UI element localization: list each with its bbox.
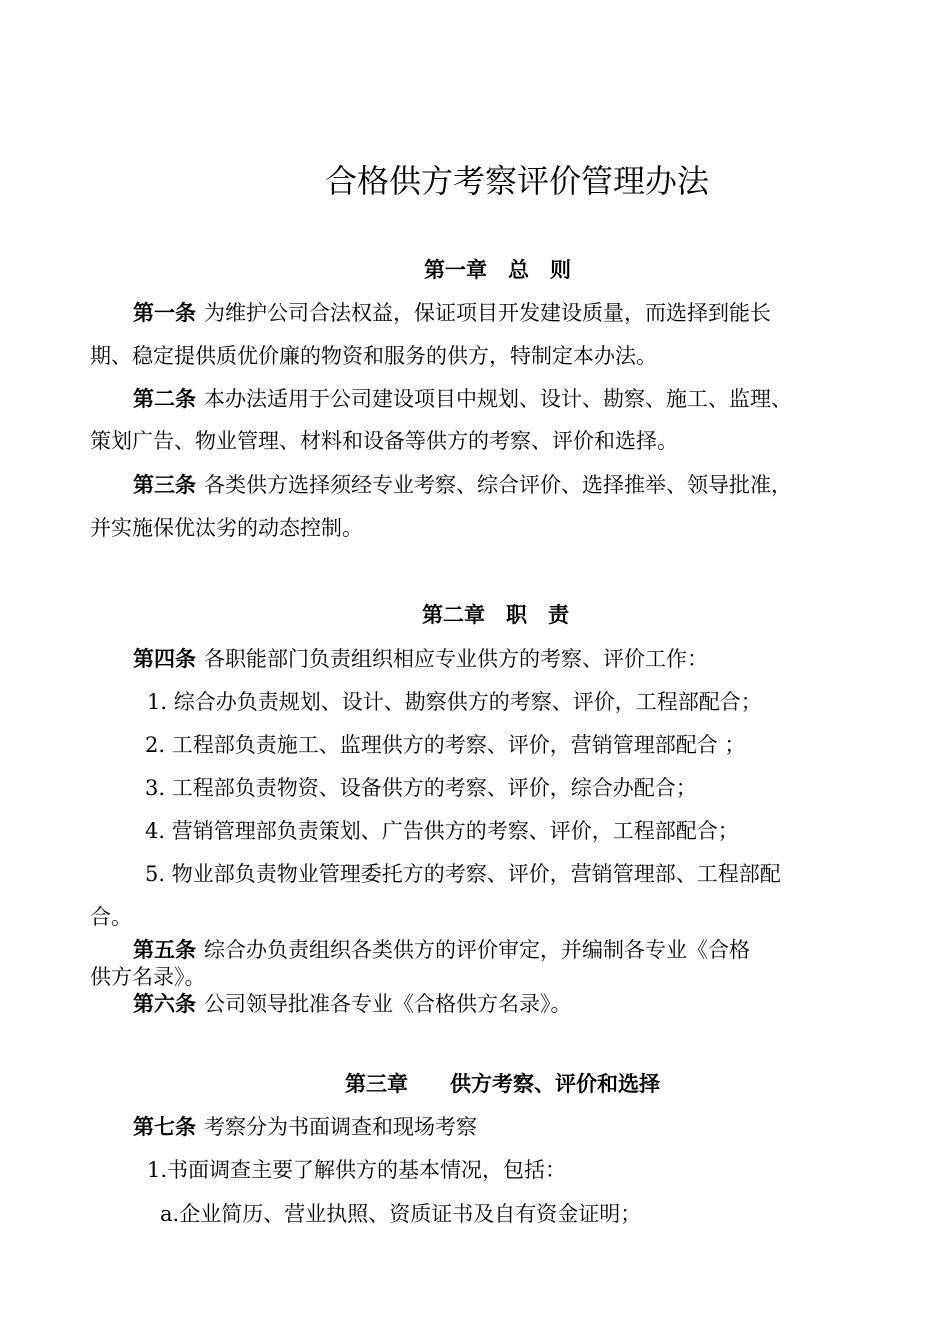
article-4-line [133,645,708,673]
article-5-text: 综合办负责组织各类供方的评价审定，并编制各专业《合格 [204,938,750,962]
article-4-label: 第四条 [133,647,196,671]
article-6-line [133,990,572,1018]
article-6-label: 第六条 [133,992,196,1016]
article-7-label: 第七条 [133,1115,196,1139]
duty-item-1: 1. 综合办负责规划、设计、勘察供方的考察、评价，工程部配合； [147,690,762,714]
document-title: 合格供方考察评价管理办法 [325,162,710,200]
article-3-line-1 [133,471,792,499]
article-1-label: 第一条 [133,301,196,325]
article-2-line-2: 策划广告、物业管理、材料和设备等供方的考察、评价和选择。 [90,429,678,453]
article-4-text: 各职能部门负责组织相应专业供方的考察、评价工作： [204,647,708,671]
article-1-line-2: 期、稳定提供质优价廉的物资和服务的供方，特制定本办法。 [90,344,657,368]
article-3-text: 各类供方选择须经专业考察、综合评价、选择推举、领导批准， [204,473,792,497]
article-2-line-1 [133,385,792,413]
clause-1-line: 1.书面调查主要了解供方的基本情况，包括： [147,1158,567,1182]
article-5-label: 第五条 [133,938,196,962]
chapter-2-heading: 第二章 职 责 [422,602,569,627]
duty-item-5-continued: 合。 [90,905,132,929]
article-7-text: 考察分为书面调查和现场考察 [204,1115,477,1139]
article-5-line-1 [133,936,750,964]
article-2-label: 第二条 [133,387,196,411]
article-7-line [133,1113,477,1141]
duty-item-2: 2. 工程部负责施工、监理供方的考察、评价，营销管理部配合 ； [145,733,746,757]
article-3-label: 第三条 [133,473,196,497]
article-1-line-1 [133,299,771,327]
article-6-text: 公司领导批准各专业《合格供方名录》。 [204,992,572,1016]
article-1-text: 为维护公司合法权益，保证项目开发建设质量，而选择到能长 [204,301,771,325]
chapter-3-heading: 第三章 供方考察、评价和选择 [345,1071,660,1096]
duty-item-3: 3. 工程部负责物资、设备供方的考察、评价，综合办配合； [145,776,697,800]
article-2-text: 本办法适用于公司建设项目中规划、设计、勘察、施工、监理、 [204,387,792,411]
chapter-1-heading: 第一章 总 则 [424,257,571,282]
article-5-line-2: 供方名录》。 [90,965,206,989]
duty-item-5: 5. 物业部负责物业管理委托方的考察、评价，营销管理部、工程部配 [145,862,781,886]
clause-1a-line: a.企业简历、营业执照、资质证书及自有资金证明； [160,1202,642,1226]
duty-item-4: 4. 营销管理部负责策划、广告供方的考察、评价，工程部配合； [145,819,739,843]
article-3-line-2: 并实施保优汰劣的动态控制。 [90,516,363,540]
